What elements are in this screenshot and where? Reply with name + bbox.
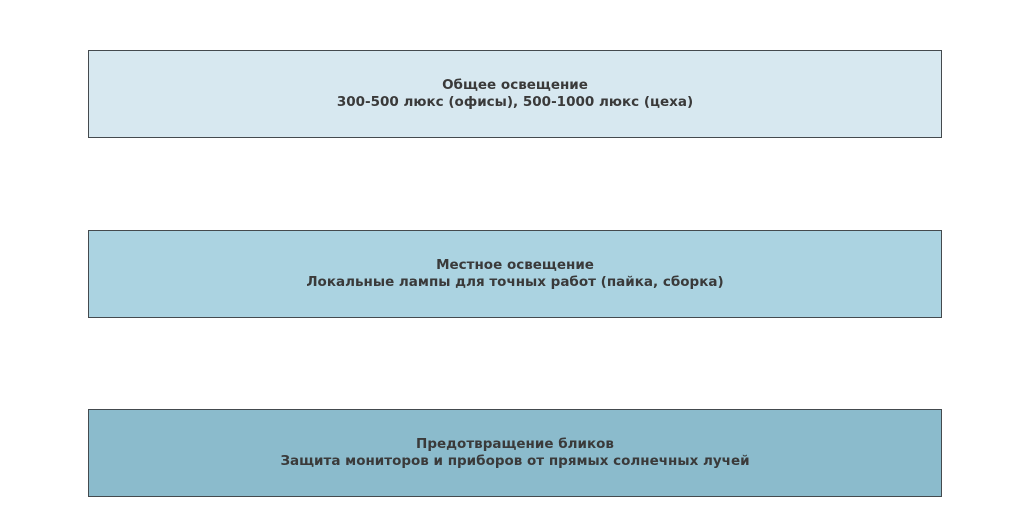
box-title: Предотвращение бликов (416, 436, 614, 452)
box-subtitle: 300-500 люкс (офисы), 500-1000 люкс (цеха) (336, 94, 694, 110)
general-lighting-box (88, 50, 942, 138)
box-title: Местное освещение (436, 257, 594, 273)
box-subtitle: Локальные лампы для точных работ (пайка, сборка) (306, 274, 724, 290)
box-title: Общее освещение (442, 77, 588, 93)
box-subtitle: Защита мониторов и приборов от прямых солнечных лучей (280, 453, 750, 469)
glare-prevention-box (88, 409, 942, 497)
local-lighting-box (88, 230, 942, 318)
